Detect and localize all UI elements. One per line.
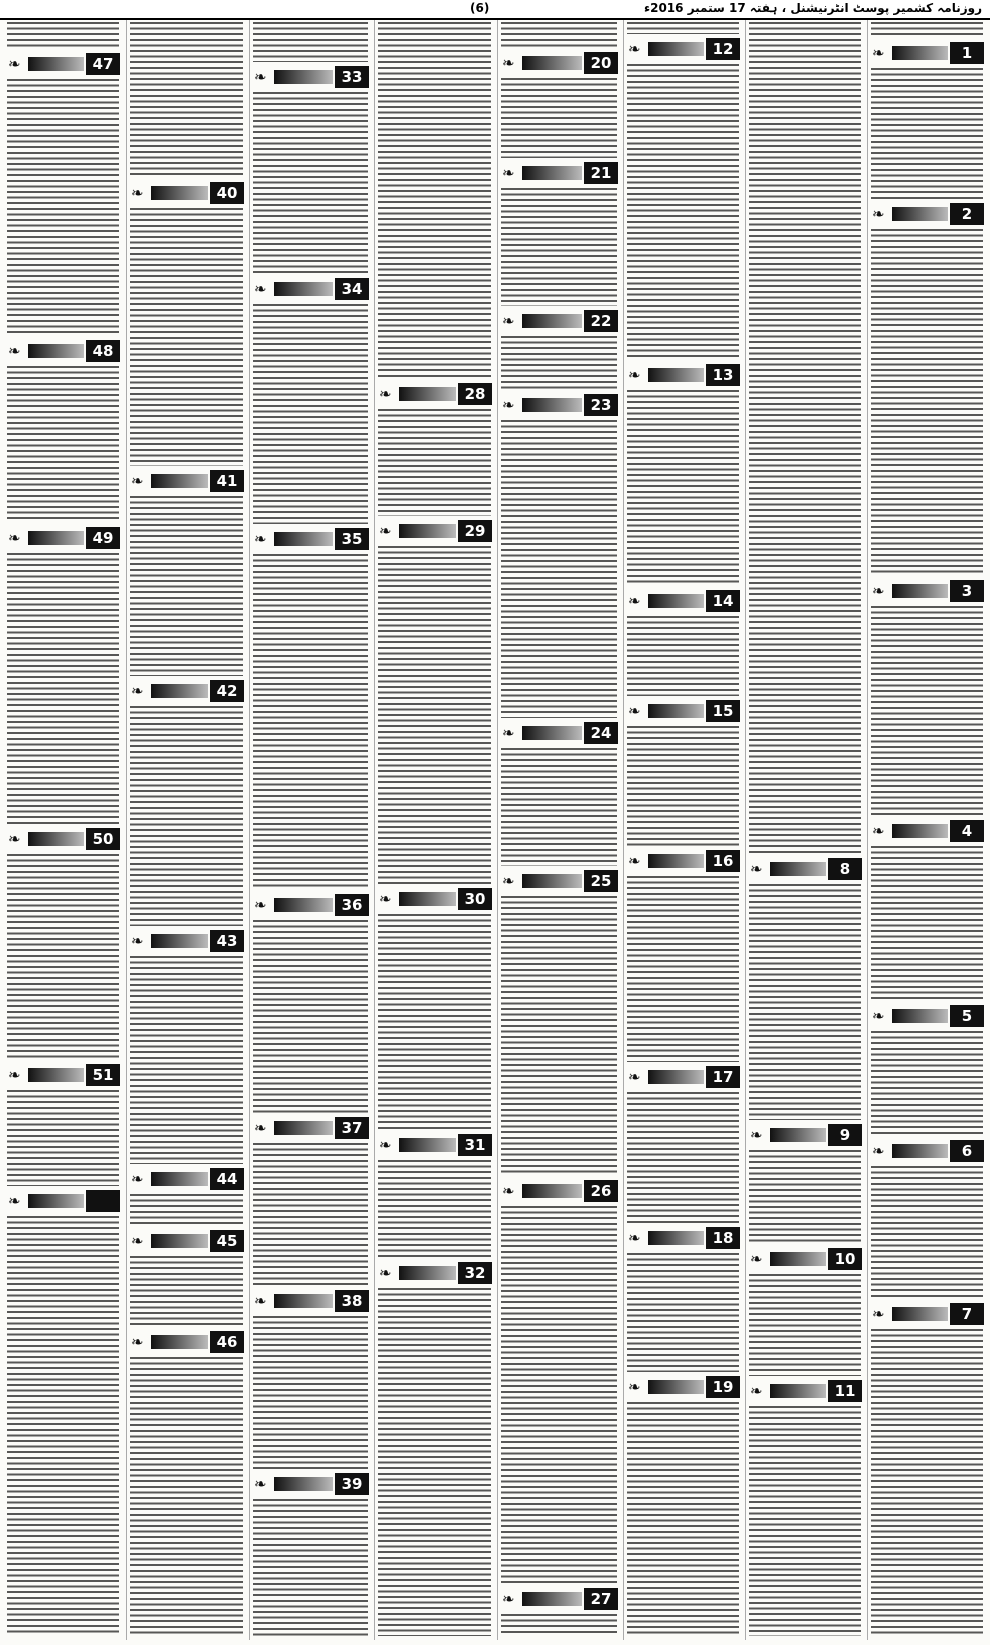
leaf-ornament-icon: ❧ (872, 1305, 885, 1323)
header-gradient-bar (399, 387, 456, 401)
section-number: 40 (210, 182, 244, 204)
header-gradient-bar (892, 207, 948, 221)
header-gradient-bar (28, 832, 84, 846)
news-column (867, 20, 986, 1640)
section-header (626, 1227, 740, 1249)
leaf-ornament-icon: ❧ (872, 822, 885, 840)
section-number: 34 (335, 278, 369, 300)
article-text-block (871, 606, 983, 816)
section-header (6, 828, 120, 850)
leaf-ornament-icon: ❧ (254, 1475, 267, 1493)
header-gradient-bar (28, 531, 84, 545)
header-gradient-bar (151, 1172, 208, 1186)
article-text-block (130, 22, 243, 178)
section-number: 35 (335, 528, 369, 550)
section-number: 44 (210, 1168, 244, 1190)
header-gradient-bar (892, 1144, 948, 1158)
section-number: 5 (950, 1005, 984, 1027)
leaf-ornament-icon: ❧ (502, 312, 515, 330)
section-number: 11 (828, 1380, 862, 1402)
section-header (129, 930, 244, 952)
leaf-ornament-icon: ❧ (628, 702, 641, 720)
header-gradient-bar (770, 862, 826, 876)
article-text-block (749, 1274, 861, 1376)
section-header (500, 1180, 618, 1202)
leaf-ornament-icon: ❧ (131, 184, 144, 202)
leaf-ornament-icon: ❧ (254, 530, 267, 548)
leaf-ornament-icon: ❧ (254, 68, 267, 86)
header-gradient-bar (28, 344, 84, 358)
article-text-block (749, 22, 861, 854)
header-gradient-bar (28, 1194, 84, 1208)
header-gradient-bar (28, 1068, 84, 1082)
header-gradient-bar (274, 1477, 333, 1491)
article-text-block (501, 78, 617, 158)
section-number: 10 (828, 1248, 862, 1270)
news-column (374, 20, 494, 1640)
article-text-block (253, 1316, 368, 1469)
header-gradient-bar (151, 474, 208, 488)
section-number (86, 1190, 120, 1212)
section-number: 32 (458, 1262, 492, 1284)
article-text-block (7, 1090, 119, 1186)
section-number: 33 (335, 66, 369, 88)
section-number: 49 (86, 527, 120, 549)
leaf-ornament-icon: ❧ (502, 54, 515, 72)
header-gradient-bar (892, 1307, 948, 1321)
article-text-block (749, 1150, 861, 1244)
page-number: (6) (470, 1, 490, 15)
section-header (252, 1290, 369, 1312)
section-number: 29 (458, 520, 492, 542)
header-gradient-bar (399, 524, 456, 538)
section-header (748, 1380, 862, 1402)
article-text-block (378, 546, 491, 884)
article-text-block (871, 229, 983, 576)
section-number: 18 (706, 1227, 740, 1249)
news-column (623, 20, 742, 1640)
header-gradient-bar (770, 1384, 826, 1398)
section-header (252, 1473, 369, 1495)
section-number: 12 (706, 38, 740, 60)
section-header (252, 278, 369, 300)
article-text-block (378, 22, 491, 379)
article-text-block (627, 22, 739, 34)
article-text-block (130, 1194, 243, 1226)
header-gradient-bar (648, 42, 704, 56)
masthead (0, 0, 990, 20)
section-header (377, 1262, 492, 1284)
section-number: 31 (458, 1134, 492, 1156)
header-gradient-bar (648, 1231, 704, 1245)
leaf-ornament-icon: ❧ (8, 1192, 21, 1210)
article-text-block (253, 304, 368, 524)
section-header (500, 394, 618, 416)
section-header (870, 203, 984, 225)
leaf-ornament-icon: ❧ (750, 1250, 763, 1268)
section-header (377, 1134, 492, 1156)
leaf-ornament-icon: ❧ (872, 1142, 885, 1160)
leaf-ornament-icon: ❧ (628, 1378, 641, 1396)
section-header (870, 580, 984, 602)
section-header (500, 310, 618, 332)
article-text-block (7, 22, 119, 49)
section-header (626, 38, 740, 60)
header-gradient-bar (399, 1266, 456, 1280)
leaf-ornament-icon: ❧ (750, 1382, 763, 1400)
leaf-ornament-icon: ❧ (502, 1182, 515, 1200)
header-gradient-bar (648, 704, 704, 718)
header-gradient-bar (151, 684, 208, 698)
header-gradient-bar (770, 1252, 826, 1266)
article-text-block (627, 616, 739, 696)
section-number: 21 (584, 162, 618, 184)
header-gradient-bar (399, 892, 456, 906)
header-gradient-bar (28, 57, 84, 71)
section-header (6, 53, 120, 75)
header-gradient-bar (274, 1294, 333, 1308)
leaf-ornament-icon: ❧ (628, 1068, 641, 1086)
section-header (626, 700, 740, 722)
leaf-ornament-icon: ❧ (8, 830, 21, 848)
section-header (748, 1124, 862, 1146)
article-text-block (501, 748, 617, 866)
section-header (626, 1376, 740, 1398)
header-gradient-bar (274, 1121, 333, 1135)
header-gradient-bar (522, 1184, 582, 1198)
article-text-block (130, 956, 243, 1164)
section-number: 19 (706, 1376, 740, 1398)
leaf-ornament-icon: ❧ (254, 1292, 267, 1310)
article-text-block (7, 366, 119, 523)
section-header (129, 470, 244, 492)
header-gradient-bar (522, 398, 582, 412)
leaf-ornament-icon: ❧ (131, 1333, 144, 1351)
section-header (6, 1190, 120, 1212)
article-text-block (871, 1031, 983, 1136)
section-header (252, 528, 369, 550)
header-gradient-bar (151, 186, 208, 200)
header-gradient-bar (648, 1070, 704, 1084)
leaf-ornament-icon: ❧ (254, 280, 267, 298)
article-text-block (253, 1143, 368, 1286)
section-header (6, 340, 120, 362)
section-header (6, 527, 120, 549)
section-header (500, 722, 618, 744)
section-header (870, 1303, 984, 1325)
article-text-block (501, 1614, 617, 1636)
article-text-block (253, 22, 368, 62)
header-gradient-bar (648, 854, 704, 868)
article-text-block (130, 1357, 243, 1636)
section-number: 22 (584, 310, 618, 332)
section-number: 45 (210, 1230, 244, 1252)
header-gradient-bar (274, 282, 333, 296)
leaf-ornament-icon: ❧ (750, 860, 763, 878)
section-number: 15 (706, 700, 740, 722)
article-text-block (627, 390, 739, 586)
header-gradient-bar (648, 1380, 704, 1394)
section-header (870, 1005, 984, 1027)
article-text-block (378, 1160, 491, 1258)
leaf-ornament-icon: ❧ (131, 472, 144, 490)
section-header (377, 888, 492, 910)
leaf-ornament-icon: ❧ (379, 522, 392, 540)
news-column (126, 20, 246, 1640)
header-gradient-bar (522, 1592, 582, 1606)
news-column (497, 20, 620, 1640)
article-text-block (871, 846, 983, 1001)
section-number: 36 (335, 894, 369, 916)
article-text-block (627, 876, 739, 1062)
leaf-ornament-icon: ❧ (628, 592, 641, 610)
leaf-ornament-icon: ❧ (872, 44, 885, 62)
leaf-ornament-icon: ❧ (628, 40, 641, 58)
leaf-ornament-icon: ❧ (131, 1170, 144, 1188)
section-number: 39 (335, 1473, 369, 1495)
leaf-ornament-icon: ❧ (502, 396, 515, 414)
article-text-block (378, 409, 491, 516)
article-text-block (871, 68, 983, 199)
leaf-ornament-icon: ❧ (872, 1007, 885, 1025)
article-text-block (501, 336, 617, 390)
section-header (377, 520, 492, 542)
article-text-block (253, 554, 368, 890)
section-header (252, 1117, 369, 1139)
article-text-block (501, 420, 617, 718)
section-number: 30 (458, 888, 492, 910)
article-text-block (749, 884, 861, 1120)
section-header (870, 820, 984, 842)
header-gradient-bar (892, 1009, 948, 1023)
section-number: 16 (706, 850, 740, 872)
article-text-block (627, 1092, 739, 1223)
section-header (870, 1140, 984, 1162)
section-number: 42 (210, 680, 244, 702)
article-text-block (871, 22, 983, 38)
header-gradient-bar (770, 1128, 826, 1142)
header-gradient-bar (274, 70, 333, 84)
news-column (745, 20, 864, 1640)
article-text-block (501, 188, 617, 306)
section-number: 17 (706, 1066, 740, 1088)
leaf-ornament-icon: ❧ (8, 342, 21, 360)
section-number: 26 (584, 1180, 618, 1202)
section-header (252, 66, 369, 88)
leaf-ornament-icon: ❧ (502, 872, 515, 890)
leaf-ornament-icon: ❧ (628, 852, 641, 870)
article-text-block (627, 64, 739, 360)
section-number: 47 (86, 53, 120, 75)
leaf-ornament-icon: ❧ (379, 890, 392, 908)
article-text-block (253, 1499, 368, 1636)
article-text-block (130, 496, 243, 676)
article-text-block (7, 854, 119, 1060)
article-text-block (749, 1406, 861, 1636)
header-gradient-bar (522, 56, 582, 70)
section-number: 14 (706, 590, 740, 612)
header-gradient-bar (522, 314, 582, 328)
article-text-block (253, 920, 368, 1113)
section-header (500, 162, 618, 184)
leaf-ornament-icon: ❧ (131, 932, 144, 950)
article-text-block (7, 1216, 119, 1636)
article-text-block (501, 1206, 617, 1584)
article-text-block (378, 1288, 491, 1636)
section-number: 23 (584, 394, 618, 416)
section-header (252, 894, 369, 916)
leaf-ornament-icon: ❧ (502, 164, 515, 182)
news-column (4, 20, 122, 1640)
leaf-ornament-icon: ❧ (379, 1136, 392, 1154)
leaf-ornament-icon: ❧ (131, 682, 144, 700)
header-gradient-bar (522, 726, 582, 740)
article-text-block (7, 79, 119, 336)
section-header (129, 680, 244, 702)
leaf-ornament-icon: ❧ (379, 385, 392, 403)
header-gradient-bar (892, 584, 948, 598)
section-header (626, 1066, 740, 1088)
section-number: 24 (584, 722, 618, 744)
header-gradient-bar (274, 532, 333, 546)
section-number: 3 (950, 580, 984, 602)
section-header (129, 1230, 244, 1252)
section-header (870, 42, 984, 64)
article-text-block (871, 1329, 983, 1636)
section-number: 48 (86, 340, 120, 362)
leaf-ornament-icon: ❧ (8, 529, 21, 547)
article-text-block (871, 1166, 983, 1299)
section-number: 4 (950, 820, 984, 842)
article-text-block (501, 896, 617, 1176)
section-number: 8 (828, 858, 862, 880)
section-header (6, 1064, 120, 1086)
leaf-ornament-icon: ❧ (8, 1066, 21, 1084)
article-text-block (253, 92, 368, 274)
section-number: 41 (210, 470, 244, 492)
section-header (500, 52, 618, 74)
leaf-ornament-icon: ❧ (628, 1229, 641, 1247)
header-gradient-bar (151, 1234, 208, 1248)
leaf-ornament-icon: ❧ (254, 1119, 267, 1137)
article-text-block (627, 1402, 739, 1636)
article-text-block (130, 208, 243, 466)
section-number: 1 (950, 42, 984, 64)
header-gradient-bar (151, 1335, 208, 1349)
section-number: 51 (86, 1064, 120, 1086)
section-number: 37 (335, 1117, 369, 1139)
section-number: 27 (584, 1588, 618, 1610)
leaf-ornament-icon: ❧ (502, 724, 515, 742)
leaf-ornament-icon: ❧ (254, 896, 267, 914)
section-number: 25 (584, 870, 618, 892)
header-gradient-bar (399, 1138, 456, 1152)
article-text-block (130, 706, 243, 926)
section-number: 9 (828, 1124, 862, 1146)
header-gradient-bar (522, 874, 582, 888)
leaf-ornament-icon: ❧ (872, 582, 885, 600)
header-gradient-bar (892, 824, 948, 838)
section-number: 20 (584, 52, 618, 74)
leaf-ornament-icon: ❧ (131, 1232, 144, 1250)
header-gradient-bar (892, 46, 948, 60)
article-text-block (501, 22, 617, 48)
section-header (500, 1588, 618, 1610)
section-number: 38 (335, 1290, 369, 1312)
section-number: 46 (210, 1331, 244, 1353)
section-number: 13 (706, 364, 740, 386)
leaf-ornament-icon: ❧ (379, 1264, 392, 1282)
leaf-ornament-icon: ❧ (502, 1590, 515, 1608)
section-header (626, 364, 740, 386)
header-gradient-bar (274, 898, 333, 912)
newspaper-title: روزنامہ کشمیر پوسٹ انٹرنیشنل ، ہفتہ 17 ستمبر 2016ء (643, 1, 982, 15)
leaf-ornament-icon: ❧ (8, 55, 21, 73)
header-gradient-bar (648, 368, 704, 382)
article-text-block (378, 914, 491, 1130)
news-column (249, 20, 371, 1640)
leaf-ornament-icon: ❧ (750, 1126, 763, 1144)
article-text-block (627, 1253, 739, 1372)
section-header (129, 1331, 244, 1353)
section-number: 6 (950, 1140, 984, 1162)
section-header (129, 182, 244, 204)
article-text-block (130, 1256, 243, 1327)
header-gradient-bar (648, 594, 704, 608)
section-header (500, 870, 618, 892)
section-header (748, 858, 862, 880)
section-header (377, 383, 492, 405)
section-header (626, 590, 740, 612)
section-header (129, 1168, 244, 1190)
leaf-ornament-icon: ❧ (872, 205, 885, 223)
article-text-block (7, 553, 119, 824)
article-text-block (627, 726, 739, 846)
section-header (748, 1248, 862, 1270)
section-header (626, 850, 740, 872)
section-number: 2 (950, 203, 984, 225)
header-gradient-bar (151, 934, 208, 948)
section-number: 7 (950, 1303, 984, 1325)
section-number: 43 (210, 930, 244, 952)
section-number: 28 (458, 383, 492, 405)
leaf-ornament-icon: ❧ (628, 366, 641, 384)
section-number: 50 (86, 828, 120, 850)
header-gradient-bar (522, 166, 582, 180)
